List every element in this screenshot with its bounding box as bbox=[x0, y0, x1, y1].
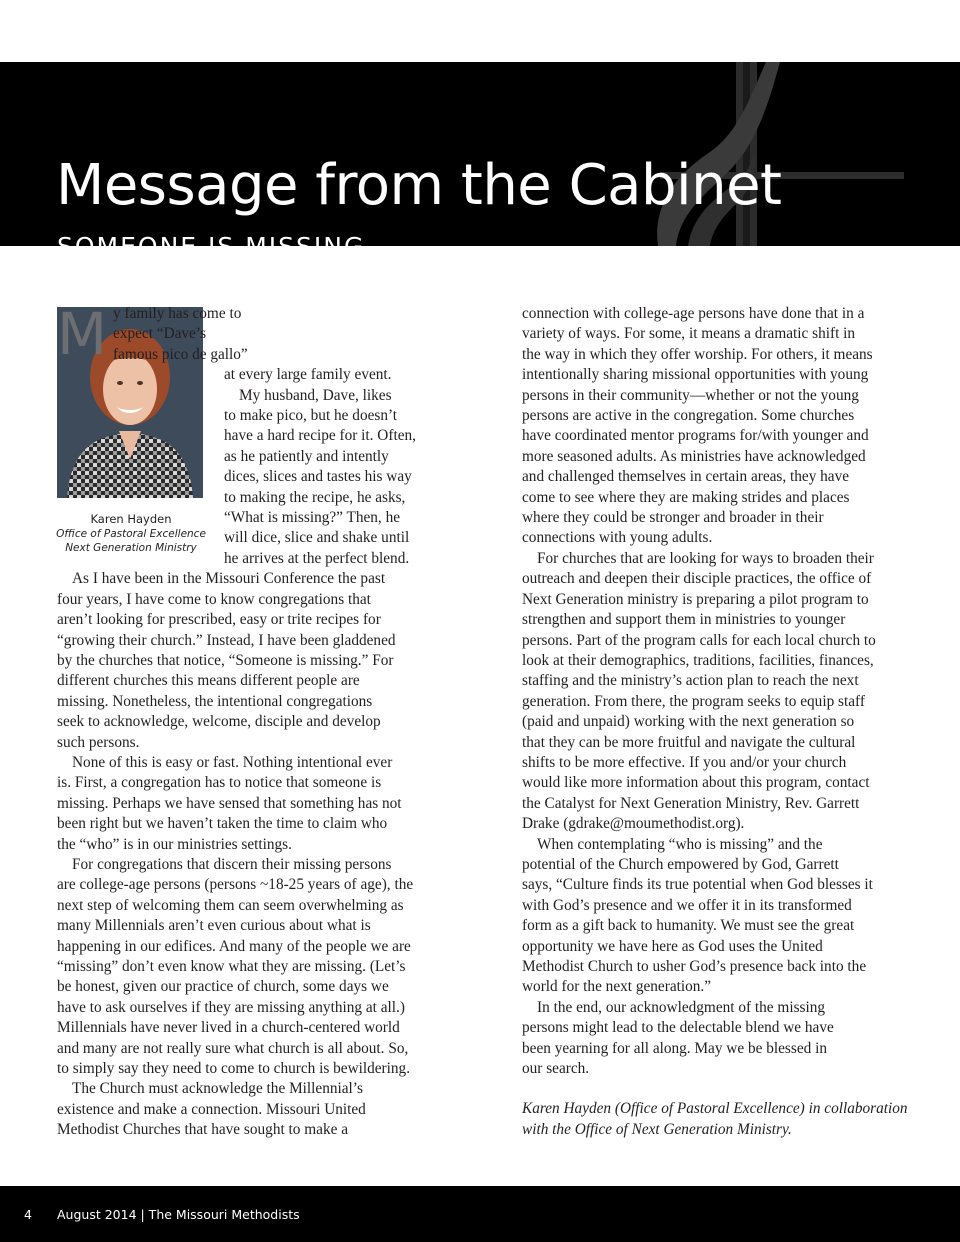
text-line: world for the next generation.” bbox=[522, 978, 712, 996]
text-line: to simply say they need to come to church is bewildering. bbox=[57, 1060, 411, 1078]
text-line: happening in our edifices. And many of the people we are bbox=[57, 937, 411, 955]
text-line: come to see where they are making strides and places bbox=[522, 488, 850, 506]
text-line: Drake (gdrake@moumethodist.org). bbox=[522, 815, 745, 833]
text-line: dices, slices and tastes his way bbox=[224, 468, 412, 486]
text-line: many Millennials aren’t even curious about what is bbox=[57, 917, 371, 935]
text-line: with God’s presence and we offer it in its transformed bbox=[522, 896, 852, 914]
author-ministry: Next Generation Ministry bbox=[65, 542, 197, 554]
text-line: to making the recipe, he asks, bbox=[224, 488, 406, 506]
text-line: the “who” is in our ministries settings. bbox=[57, 835, 292, 853]
text-line: and challenged themselves in certain areas, they have bbox=[522, 468, 850, 486]
text-line: have coordinated mentor programs for/with younger and bbox=[522, 427, 869, 445]
text-line: potential of the Church empowered by God, Garrett bbox=[522, 855, 839, 873]
text-line: Millennials have never lived in a church-centered world bbox=[57, 1019, 400, 1037]
text-line: None of this is easy or fast. Nothing intentional ever bbox=[72, 753, 393, 771]
text-line: be honest, given our practice of church, some days we bbox=[57, 978, 389, 996]
text-line: When contemplating “who is missing” and the bbox=[537, 835, 823, 853]
issue-info: August 2014 | The Missouri Methodists bbox=[57, 1207, 300, 1222]
author-name: Karen Hayden bbox=[90, 512, 172, 526]
text-line: expect “Dave’s bbox=[113, 325, 207, 343]
text-line: connections with young adults. bbox=[522, 529, 713, 547]
text-line: For churches that are looking for ways to broaden their bbox=[537, 549, 874, 567]
text-line: “What is missing?” Then, he bbox=[224, 509, 401, 527]
text-line: aren’t looking for prescribed, easy or trite recipes for bbox=[57, 611, 381, 629]
text-line: as he patiently and intently bbox=[224, 447, 389, 465]
text-line: different churches this means different people are bbox=[57, 672, 360, 690]
text-line: My husband, Dave, likes bbox=[239, 386, 392, 404]
text-line: shifts to be more effective. If you and/or your church bbox=[522, 753, 847, 771]
text-line: is. First, a congregation has to notice that someone is bbox=[57, 774, 382, 792]
text-line: he arrives at the perfect blend. bbox=[224, 549, 410, 567]
text-line: connection with college-age persons have done that in a bbox=[522, 305, 865, 322]
text-line: will dice, slice and shake until bbox=[224, 529, 410, 547]
text-line: In the end, our acknowledgment of the missing bbox=[537, 998, 826, 1016]
text-line: The Church must acknowledge the Millennial’s bbox=[72, 1080, 363, 1098]
page-number: 4 bbox=[24, 1207, 32, 1222]
text-line: next step of welcoming them can seem overwhelming as bbox=[57, 896, 404, 914]
text-line: such persons. bbox=[57, 733, 140, 751]
text-line: As I have been in the Missouri Conference the past bbox=[72, 570, 386, 588]
credit-line: Karen Hayden (Office of Pastoral Excellence) in collaboration bbox=[522, 1100, 908, 1118]
article-column-right bbox=[522, 304, 908, 1140]
text-line: famous pico de gallo” bbox=[113, 345, 248, 363]
text-line: Methodist Churches that have sought to make a bbox=[57, 1121, 349, 1139]
text-line: more seasoned adults. As ministries have acknowledged bbox=[522, 447, 866, 465]
text-line: “missing” don’t even know what they are missing. (Let’s bbox=[57, 958, 406, 975]
text-line: form as a gift back to humanity. We must see the great bbox=[522, 917, 855, 935]
text-line: intentionally sharing missional opportunities with young bbox=[522, 366, 869, 384]
text-line: outreach and deepen their disciple practices, the office of bbox=[522, 570, 872, 588]
text-line: by the churches that notice, “Someone is missing.” For bbox=[57, 651, 394, 669]
text-line: the Catalyst for Next Generation Ministry, Rev. Garrett bbox=[522, 794, 860, 812]
text-line: are college-age persons (persons ~18-25 years of age), the bbox=[57, 876, 414, 894]
credit-line: with the Office of Next Generation Ministry. bbox=[522, 1120, 792, 1138]
page-footer bbox=[0, 1186, 960, 1242]
text-line: For congregations that discern their missing persons bbox=[72, 855, 392, 873]
text-line: at every large family event. bbox=[224, 366, 392, 384]
text-line: staffing and the ministry’s action plan to reach the next bbox=[522, 672, 859, 690]
drop-cap: M bbox=[57, 300, 108, 368]
text-line: the way in which they offer worship. For others, it means bbox=[522, 345, 873, 363]
article-credit bbox=[522, 1099, 908, 1140]
author-role: Office of Pastoral Excellence bbox=[56, 527, 206, 540]
text-line: variety of ways. For some, it means a dramatic shift in bbox=[522, 325, 856, 343]
header-banner bbox=[0, 62, 960, 261]
article-subtitle: SOMEONE IS MISSING... bbox=[57, 232, 396, 261]
text-line: generation. From there, the program seeks to equip staff bbox=[522, 692, 865, 710]
text-line: have a hard recipe for it. Often, bbox=[224, 427, 416, 445]
text-line: strengthen and support them in ministries to younger bbox=[522, 611, 846, 629]
text-line: and many are not really sure what church is all about. So, bbox=[57, 1039, 409, 1057]
text-line: our search. bbox=[522, 1060, 590, 1078]
text-line: persons are active in the congregation. Some churches bbox=[522, 407, 855, 425]
text-line: Next Generation ministry is preparing a pilot program to bbox=[522, 590, 869, 608]
text-line: been right but we haven’t taken the time to claim who bbox=[57, 815, 388, 833]
text-line: to make pico, but he doesn’t bbox=[224, 407, 398, 425]
text-line: where they could be stronger and broader in their bbox=[522, 509, 824, 527]
article-column-left bbox=[57, 300, 437, 1141]
text-line: missing. Perhaps we have sensed that something has not bbox=[57, 794, 402, 812]
text-line: have to ask ourselves if they are missing anything at all.) bbox=[57, 998, 405, 1016]
text-line: would like more information about this program, contact bbox=[522, 774, 870, 792]
text-line: existence and make a connection. Missouri United bbox=[57, 1100, 366, 1118]
text-line: opportunity we have here as God uses the United bbox=[522, 937, 823, 955]
text-line: “growing their church.” Instead, I have been gladdened bbox=[57, 631, 396, 649]
text-line: look at their demographics, traditions, facilities, finances, bbox=[522, 651, 874, 669]
text-line: Methodist Church to usher God’s presence back into the bbox=[522, 958, 867, 975]
text-line: seek to acknowledge, welcome, disciple and develop bbox=[57, 713, 381, 731]
text-line: persons in their community—whether or not the young bbox=[522, 386, 859, 404]
text-line: missing. Nonetheless, the intentional congregations bbox=[57, 692, 373, 710]
page-title: Message from the Cabinet bbox=[56, 153, 782, 218]
text-line: that they can be more fruitful and navigate the cultural bbox=[522, 733, 856, 751]
text-line: (paid and unpaid) working with the next generation so bbox=[522, 713, 855, 731]
text-line: four years, I have come to know congregations that bbox=[57, 590, 371, 608]
text-line: says, “Culture finds its true potential when God blesses it bbox=[522, 876, 873, 894]
text-line: y family has come to bbox=[113, 305, 242, 322]
text-line: been yearning for all along. May we be blessed in bbox=[522, 1039, 827, 1057]
text-line: persons. Part of the program calls for each local church to bbox=[522, 631, 876, 649]
text-line: persons might lead to the delectable blend we have bbox=[522, 1019, 834, 1037]
